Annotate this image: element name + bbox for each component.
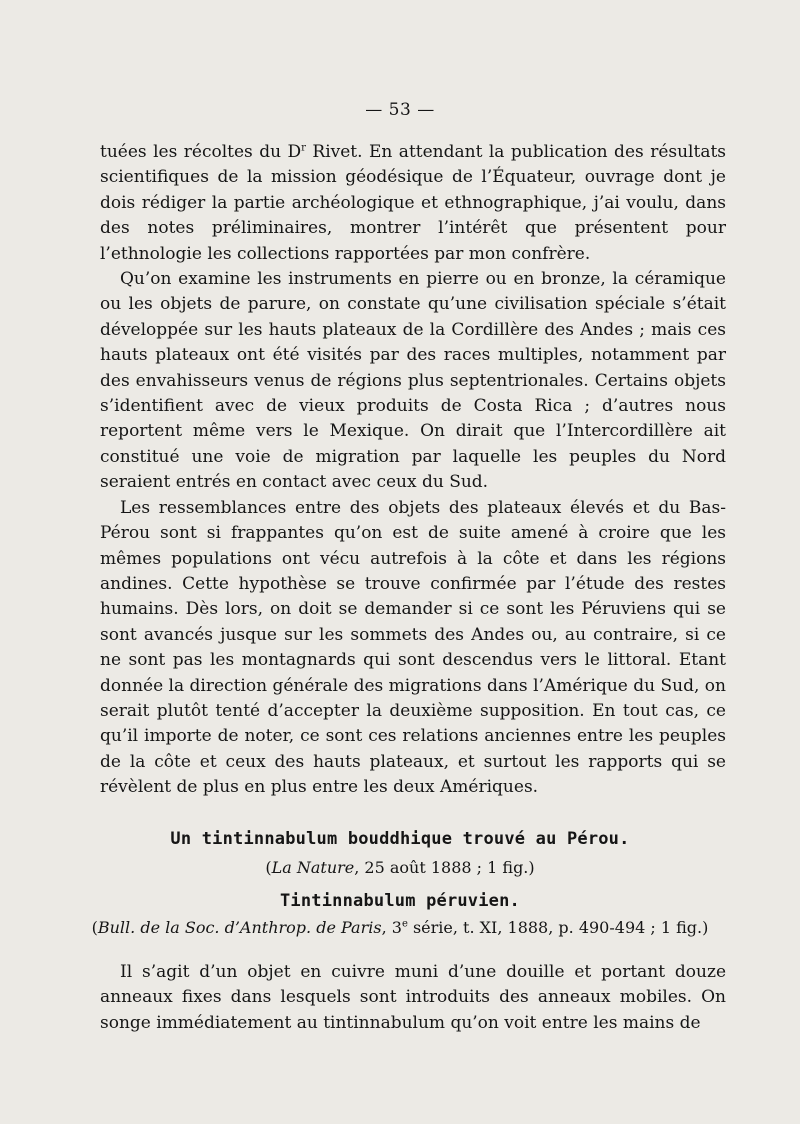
citation-open: (	[91, 918, 98, 937]
paragraph-ressemblances: Les ressemblances entre des objets des plateaux élevés et du Bas-Pérou sont si frappantes qu’on est de suite amené à croire que les mêmes populations ont vécu autrefois à la côte et dans les régions andines. Cette hypothèse se trouve confirmée par l’étude des restes humains. Dès lors, on doit se demander si ce sont les Péruviens qui se sont avancés jusque sur les sommets des Andes ou, au contraire, si ce ne sont pas les montagnards qui sont descendus vers le littoral. Etant donnée la direction générale des migrations dans l’Amérique du Sud, on serait plutôt tenté d’accepter la deuxième supposition. En tout cas, ce qu’il importe de noter, ce sont ces relations anciennes entre les peuples de la côte et ceux des hauts plateaux, et surtout les rapports qui se révèlent de plus en plus entre les deux Amériques.	[100, 497, 726, 798]
citation-superscript: e	[401, 918, 408, 930]
closing-paragraph: Il s’agit d’un objet en cuivre muni d’une douille et portant douze anneaux fixes dans lesquels sont introduits des anneaux mobiles. On songe immédiatement au tintinnabulum qu’on voit entre les mains de	[100, 962, 726, 1033]
page-number: — 53 —	[365, 100, 435, 120]
main-text	[100, 140, 726, 801]
intro-superscript: r	[301, 142, 306, 154]
section-title-bouddhique: Un tintinnabulum bouddhique trouvé au Pérou.	[170, 829, 630, 849]
paragraph-civilisation: Qu’on examine les instruments en pierre ou en bronze, la céramique ou les objets de parure, on constate qu’une civilisation spéciale s’était développée sur les hauts plateaux de la Cordillère des Andes ; mais ces hauts plateaux ont été visités par des races multiples, notamment par des envahisseurs venus de régions plus septentrionales. Certains objets s’identifient avec de vieux produits de Costa Rica ; d’autres nous reportent même vers le Mexique. On dirait que l’Intercordillère ait constitué une voie de migration par laquelle les peuples du Nord seraient entrés en contact avec ceux du Sud.	[100, 269, 726, 493]
citation-details: série, t. XI, 1888, p. 490-494 ; 1 fig.)	[407, 918, 709, 937]
citation-bulletin	[0, 918, 800, 937]
citation-la-nature	[0, 858, 800, 877]
closing-text	[100, 960, 726, 1036]
intro-prefix: tuées les récoltes du D	[100, 142, 302, 162]
intro-paragraph	[100, 140, 726, 267]
section-title-peruvien: Tintinnabulum péruvien.	[279, 891, 520, 911]
citation-journal: La Nature	[271, 858, 355, 877]
intro-rest: Rivet. En attendant la publication des résultats scientifiques de la mission géodésique de l’Équateur, ouvrage dont je dois rédiger la partie archéologique et ethnographique, j’ai voulu, dans des notes préliminaires, montrer l’intérêt que présentent pour l’ethnologie les collections rapportées par mon confrère.	[100, 142, 727, 264]
citation-series: , 3	[381, 918, 402, 937]
citation-journal: Bull. de la Soc. d’Anthrop. de Paris	[97, 918, 382, 937]
citation-details: , 25 août 1888 ; 1 fig.)	[354, 858, 535, 877]
citation-open: (	[265, 858, 272, 877]
